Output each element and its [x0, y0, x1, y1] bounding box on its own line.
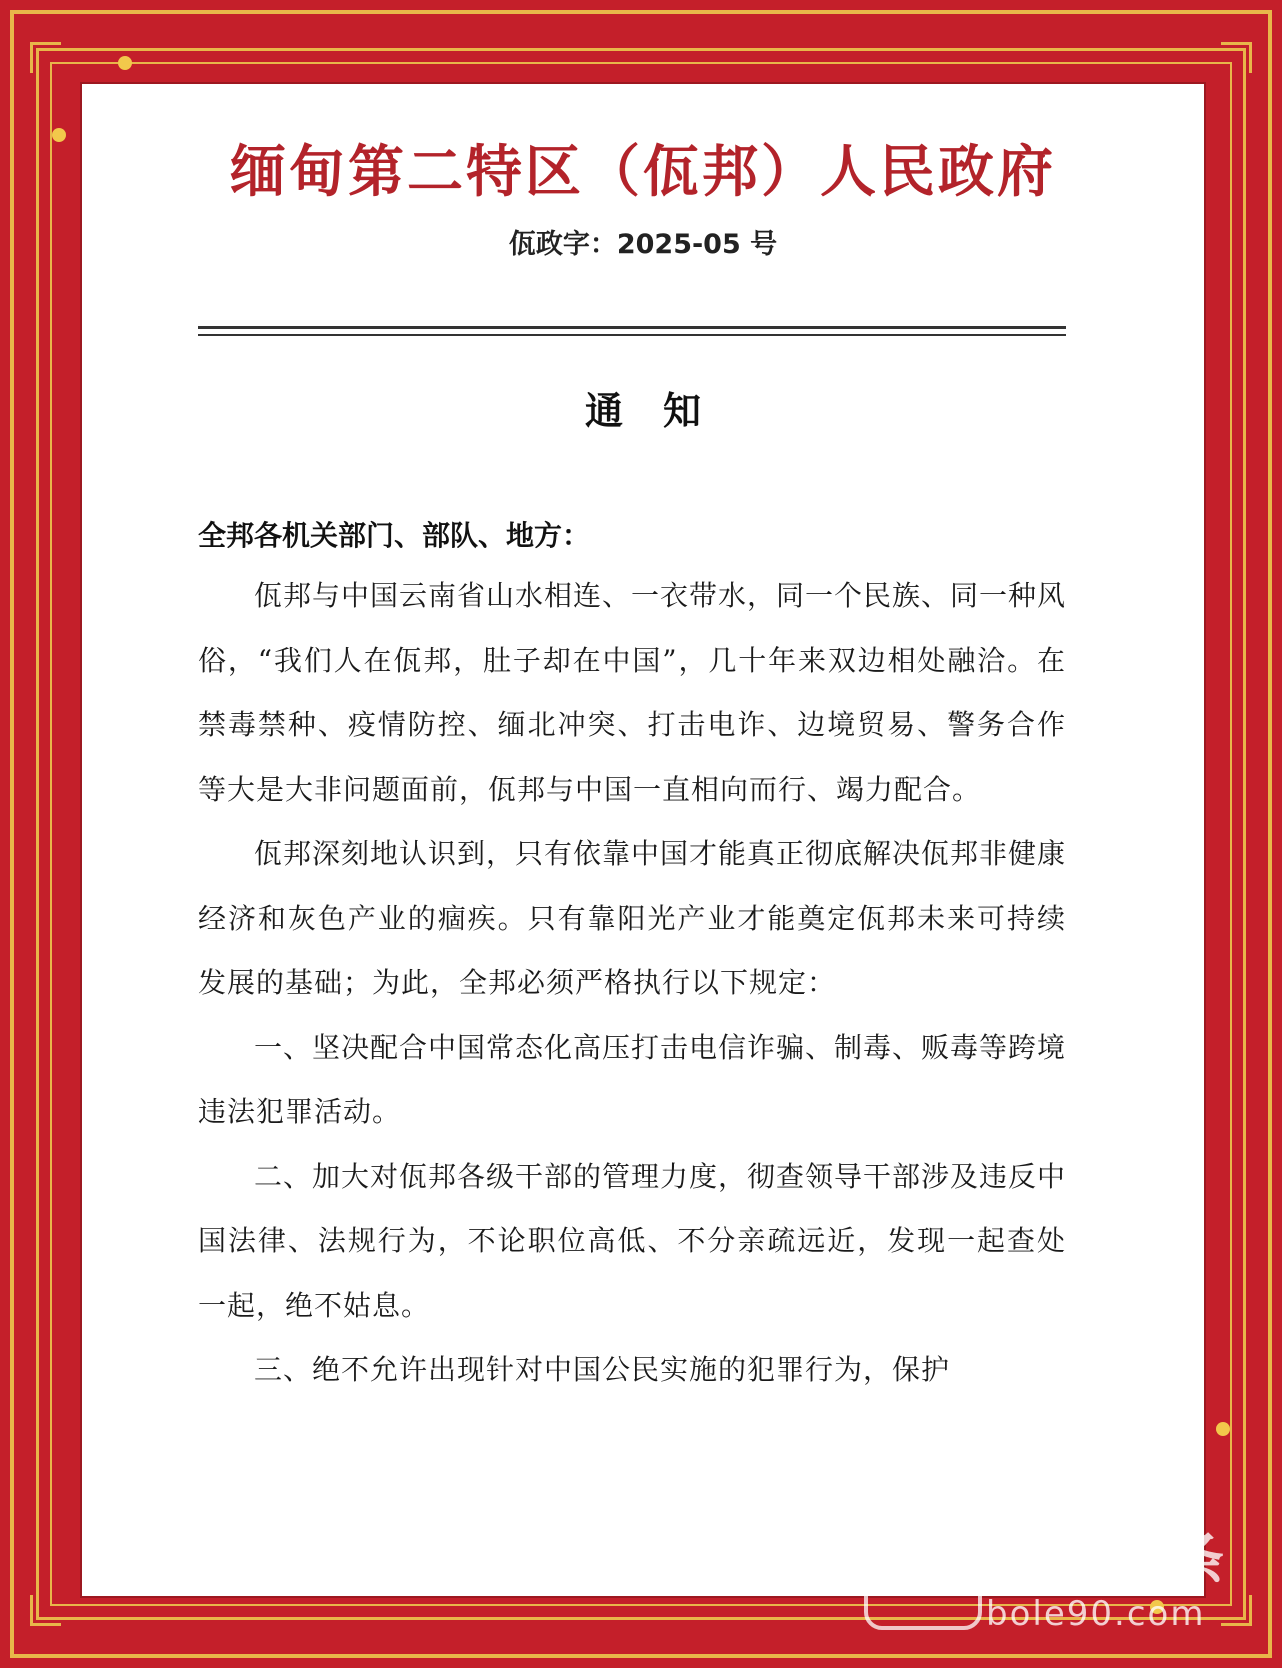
watermark-name: 伯乐头条: [986, 1525, 1227, 1593]
gold-dot-ornament: [52, 128, 66, 142]
watermark-logo: Bole: [864, 1512, 982, 1630]
document-number: 佤政字：2025-05 号: [508, 229, 778, 260]
watermark-url: bole90.com: [986, 1594, 1206, 1634]
addressee-line: 全邦各机关部门、部队、地方：: [198, 519, 591, 552]
body-paragraph: 佤邦深刻地认识到，只有依靠中国才能真正彻底解决佤邦非健康经济和灰色产业的痼疾。只有靠阳光产业才能奠定佤邦未来可持续发展的基础；为此，全邦必须严格执行以下规定：: [198, 837, 1067, 999]
notice-body: [198, 564, 1066, 1403]
corner-ornament-bottom-left: [30, 1595, 61, 1626]
body-paragraph: 二、加大对佤邦各级干部的管理力度，彻查领导干部涉及违反中国法律、法规行为，不论职位高低、不分亲疏远近，发现一起查处一起，绝不姑息。: [198, 1159, 1067, 1322]
document-title: 缅甸第二特区（佤邦）人民政府: [230, 139, 1056, 205]
notice-heading: 通知: [584, 389, 741, 433]
body-paragraph: 一、坚决配合中国常态化高压打击电信诈骗、制毒、贩毒等跨境违法犯罪活动。: [198, 1030, 1067, 1128]
header-rule-thick: [198, 326, 1066, 329]
corner-ornament-top-right: [1221, 42, 1252, 73]
gold-dot-ornament: [118, 56, 132, 70]
header-rule-thin: [198, 334, 1066, 336]
body-paragraph: 佤邦与中国云南省山水相连、一衣带水，同一个民族、同一种风俗，“我们人在佤邦，肚子却在中国”，几十年来双边相处融洽。在禁毒禁种、疫情防控、缅北冲突、打击电诈、边境贸易、警务合作等大是大非问题面前，佤邦与中国一直相向而行、竭力配合。: [198, 579, 1067, 806]
body-paragraph: 三、绝不允许出现针对中国公民实施的犯罪行为，保护: [254, 1353, 951, 1386]
notice-paper: [82, 84, 1204, 1596]
corner-ornament-top-left: [30, 42, 61, 73]
gold-dot-ornament: [1216, 1422, 1230, 1436]
watermark: [864, 1512, 1264, 1662]
